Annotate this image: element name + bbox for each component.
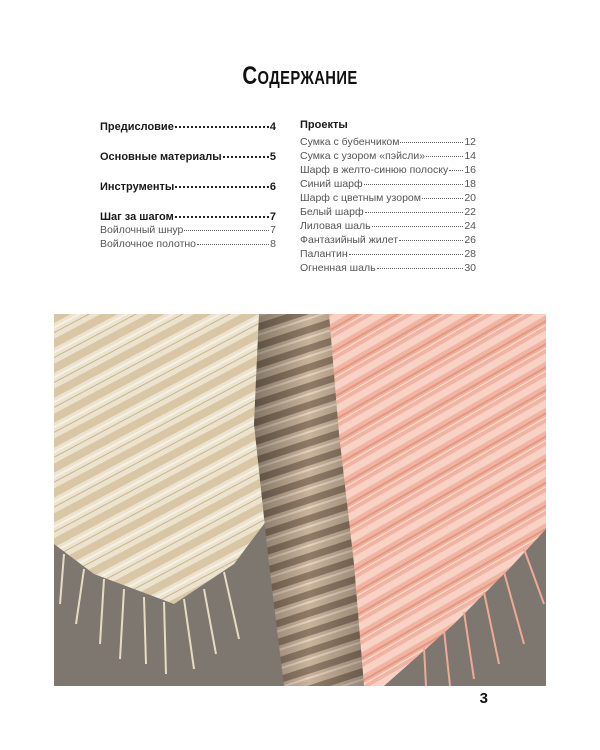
dot-leader (426, 146, 463, 157)
toc-entry-label: Синий шарф (300, 178, 363, 190)
toc-entry-label: Фантазийный жилет (300, 234, 399, 246)
projects-heading: Проекты (300, 119, 348, 131)
toc-entry-page: 4 (269, 121, 276, 133)
toc-entry-label: Сумка с бубенчиком (300, 136, 400, 148)
toc-entry-page: 6 (269, 181, 276, 193)
dot-leader (400, 132, 463, 143)
toc-entry-page: 14 (464, 150, 476, 162)
toc-entry-label: Основные материалы (100, 151, 222, 163)
toc-entry-page: 30 (464, 262, 476, 274)
toc-entry-label: Шарф в желто-синюю полоску (300, 164, 449, 176)
toc-left-column (100, 118, 276, 250)
toc-entry-label: Палантин (300, 248, 348, 260)
dot-leader (175, 176, 269, 188)
shawl-illustration (54, 314, 546, 686)
dot-leader (372, 216, 464, 227)
toc-entry-page: 22 (464, 206, 476, 218)
toc-entry-page: 24 (464, 220, 476, 232)
dot-leader (422, 188, 463, 199)
dot-leader (449, 160, 463, 171)
toc-entry-page: 5 (269, 151, 276, 163)
toc-entry-page: 28 (464, 248, 476, 260)
dot-leader (175, 206, 269, 218)
toc-entry[interactable] (100, 148, 276, 162)
dot-leader (399, 230, 463, 241)
toc-entry-page: 16 (464, 164, 476, 176)
page-number: 3 (479, 690, 488, 707)
toc-entry[interactable] (100, 118, 276, 132)
toc-entry-label: Войлочный шнур (100, 224, 184, 236)
toc-entry-label: Лиловая шаль (300, 220, 371, 232)
toc-entry-label: Инструменты (100, 181, 175, 193)
toc-entry-label: Огненная шаль (300, 262, 376, 274)
toc-entry-label: Шарф с цветным узором (300, 192, 421, 204)
dot-leader (184, 220, 269, 231)
toc-entry-page: 12 (464, 136, 476, 148)
dot-leader (197, 234, 269, 245)
toc-entry-label: Белый шарф (300, 206, 364, 218)
dot-leader (175, 116, 269, 128)
toc-entry[interactable] (100, 236, 276, 250)
toc-entry[interactable] (300, 260, 476, 274)
dot-leader (223, 146, 269, 158)
toc-entry-page: 26 (464, 234, 476, 246)
dot-leader (377, 258, 464, 269)
toc-entry-page: 20 (464, 192, 476, 204)
shawl-photo (54, 314, 546, 686)
toc-entry[interactable] (100, 178, 276, 192)
dot-leader (349, 244, 464, 255)
page-title: Содержание (242, 62, 358, 90)
toc-entry-page: 8 (270, 238, 276, 250)
toc-entry-label: Сумка с узором «пэйсли» (300, 150, 426, 162)
dot-leader (365, 202, 464, 213)
toc-entry-page: 18 (464, 178, 476, 190)
toc-entry-label: Шаг за шагом (100, 211, 174, 223)
toc-projects-column (300, 118, 476, 274)
toc-entry-label: Войлочное полотно (100, 238, 197, 250)
toc-entry-label: Предисловие (100, 121, 174, 133)
toc-entry-page: 7 (269, 211, 276, 223)
toc-entry-page: 7 (270, 224, 276, 236)
dot-leader (364, 174, 464, 185)
